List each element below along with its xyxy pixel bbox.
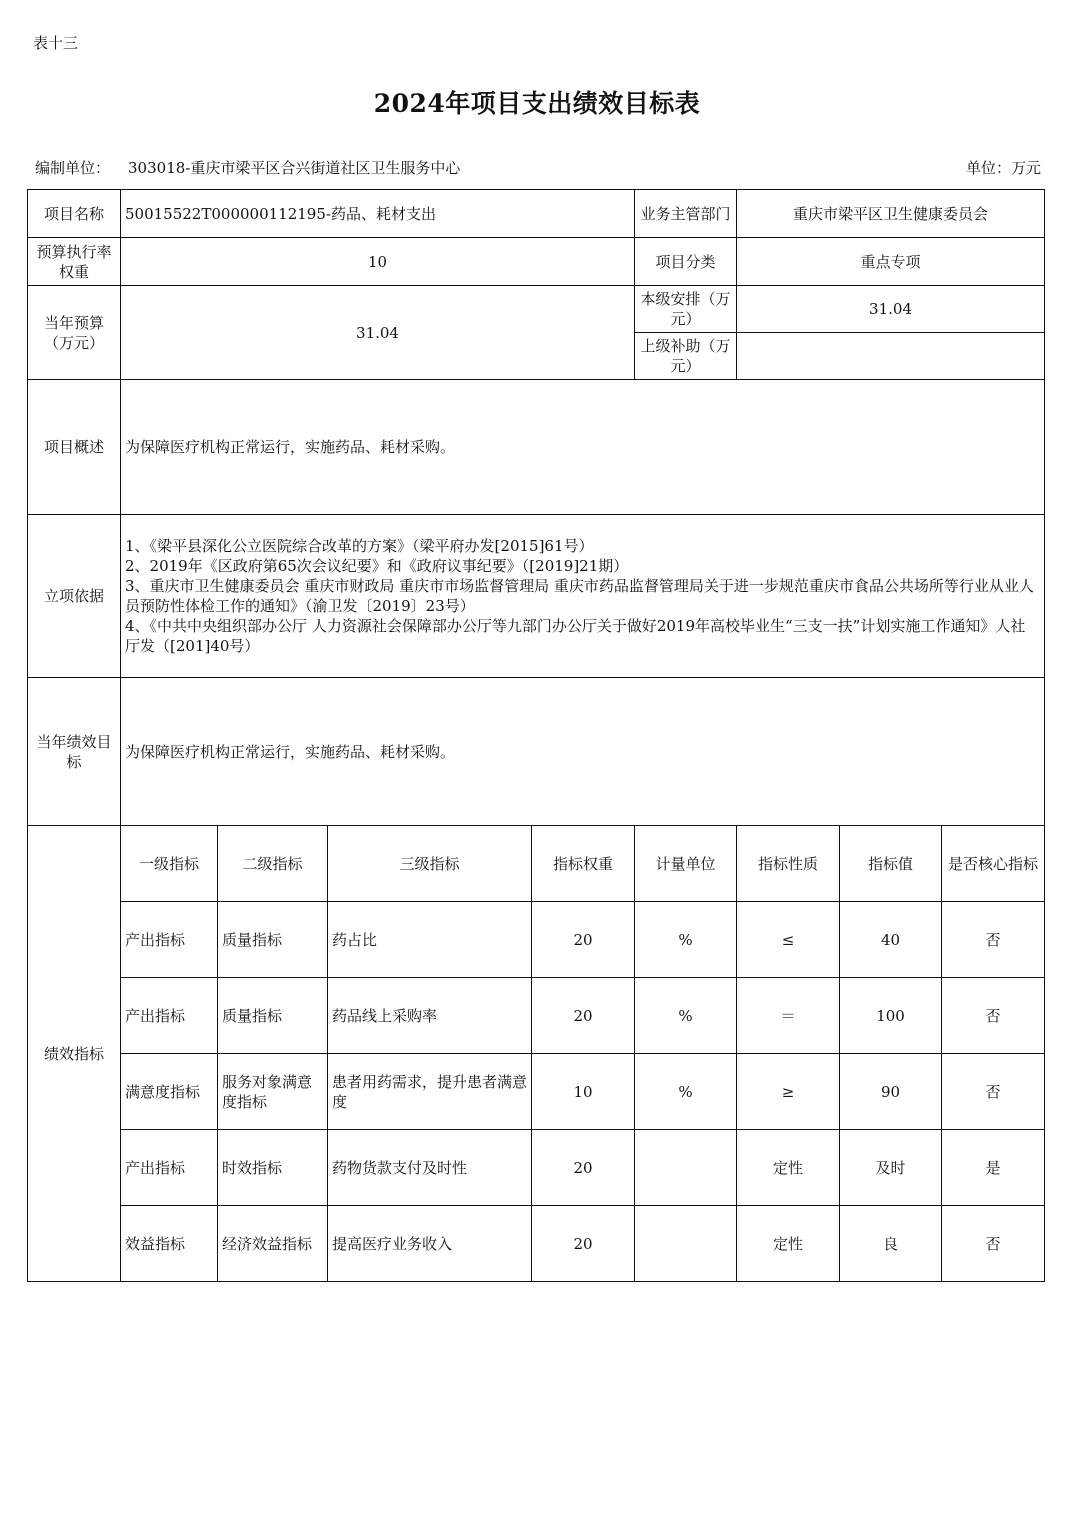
- level1-cell: 满意度指标: [121, 1054, 218, 1130]
- basis-text: [121, 515, 1045, 678]
- weight-cell: 10: [532, 1054, 635, 1130]
- preparing-unit-label: 编制单位：: [35, 159, 111, 177]
- col-header: 一级指标: [121, 826, 218, 902]
- nature-cell: 定性: [737, 1206, 840, 1282]
- table-row: [28, 1206, 1045, 1282]
- col-header: 指标值: [840, 826, 942, 902]
- overview-text: 为保障医疗机构正常运行，实施药品、耗材采购。: [121, 380, 1045, 515]
- value-cell: 及时: [840, 1130, 942, 1206]
- unit-cell: %: [635, 978, 737, 1054]
- unit-cell: %: [635, 1054, 737, 1130]
- level2-cell: 经济效益指标: [218, 1206, 328, 1282]
- local-value: 31.04: [737, 286, 1045, 333]
- level2-cell: 服务对象满意度指标: [218, 1054, 328, 1130]
- level1-cell: 产出指标: [121, 1130, 218, 1206]
- indicator-header-row: [28, 826, 1045, 902]
- value-cell: 40: [840, 902, 942, 978]
- nature-cell: ≥: [737, 1054, 840, 1130]
- category-label: 项目分类: [635, 238, 737, 286]
- rate-value: 10: [121, 238, 635, 286]
- table-row: [28, 1054, 1045, 1130]
- col-header: 指标权重: [532, 826, 635, 902]
- nature-cell: ≤: [737, 902, 840, 978]
- nature-cell: ＝: [737, 978, 840, 1054]
- basis-item: 4、《中共中央组织部办公厅 人力资源社会保障部办公厅等九部门办公厅关于做好2019年高校毕业生“三支一扶”计划实施工作通知》人社厅发（[201]40号）: [125, 617, 1026, 655]
- project-name-label: 项目名称: [28, 190, 121, 238]
- weight-cell: 20: [532, 978, 635, 1054]
- goal-row: [28, 678, 1045, 826]
- col-header: 计量单位: [635, 826, 737, 902]
- basis-row: [28, 515, 1045, 678]
- project-name: 50015522T000000112195-药品、耗材支出: [121, 190, 635, 238]
- level3-cell: 提高医疗业务收入: [328, 1206, 532, 1282]
- unit-cell: %: [635, 902, 737, 978]
- level1-cell: 产出指标: [121, 902, 218, 978]
- dept-name: 重庆市梁平区卫生健康委员会: [737, 190, 1045, 238]
- level2-cell: 质量指标: [218, 978, 328, 1054]
- rate-label: 预算执行率权重: [28, 238, 121, 286]
- value-cell: 良: [840, 1206, 942, 1282]
- budget-value: 31.04: [121, 286, 635, 380]
- overview-label: 项目概述: [28, 380, 121, 515]
- category-value: 重点专项: [737, 238, 1045, 286]
- local-label: 本级安排（万元）: [635, 286, 737, 333]
- col-header: 二级指标: [218, 826, 328, 902]
- col-header: 指标性质: [737, 826, 840, 902]
- basis-item: 3、重庆市卫生健康委员会 重庆市财政局 重庆市市场监督管理局 重庆市药品监督管理局关于进一步规范重庆市食品公共场所等行业从业人员预防性体检工作的通知》（渝卫发〔2019〕23号）: [125, 577, 1034, 615]
- level3-cell: 药占比: [328, 902, 532, 978]
- budget-label: 当年预算（万元）: [28, 286, 121, 380]
- preparing-unit: [35, 157, 460, 178]
- col-header: 三级指标: [328, 826, 532, 902]
- overview-row: [28, 380, 1045, 515]
- level3-cell: 患者用药需求，提升患者满意度: [328, 1054, 532, 1130]
- basis-item: 1、《梁平县深化公立医院综合改革的方案》（梁平府办发[2015]61号）: [125, 537, 594, 555]
- table-row: [28, 902, 1045, 978]
- indicators-label: 绩效指标: [28, 826, 121, 1282]
- page-title: 2024年项目支出绩效目标表: [373, 89, 701, 118]
- project-name-row: [28, 190, 1045, 238]
- goal-label: 当年绩效目标: [28, 678, 121, 826]
- basis-item: 2、2019年《区政府第65次会议纪要》和《政府议事纪要》（[2019]21期）: [125, 557, 629, 575]
- table-row: [28, 1130, 1045, 1206]
- rate-row: [28, 238, 1045, 286]
- unit-cell: [635, 1206, 737, 1282]
- weight-cell: 20: [532, 902, 635, 978]
- weight-cell: 20: [532, 1206, 635, 1282]
- basis-label: 立项依据: [28, 515, 121, 678]
- nature-cell: 定性: [737, 1130, 840, 1206]
- core-cell: 否: [942, 902, 1045, 978]
- col-header: 是否核心指标: [942, 826, 1045, 902]
- dept-label: 业务主管部门: [635, 190, 737, 238]
- table-number: 表十三: [33, 34, 79, 52]
- core-cell: 否: [942, 1206, 1045, 1282]
- budget-row-1: [28, 286, 1045, 333]
- level2-cell: 时效指标: [218, 1130, 328, 1206]
- level3-cell: 药物货款支付及时性: [328, 1130, 532, 1206]
- level3-cell: 药品线上采购率: [328, 978, 532, 1054]
- core-cell: 否: [942, 1054, 1045, 1130]
- level1-cell: 产出指标: [121, 978, 218, 1054]
- value-cell: 100: [840, 978, 942, 1054]
- upper-label: 上级补助（万元）: [635, 333, 737, 380]
- preparing-unit-name: 303018-重庆市梁平区合兴街道社区卫生服务中心: [128, 159, 461, 177]
- table-row: [28, 978, 1045, 1054]
- weight-cell: 20: [532, 1130, 635, 1206]
- unit-cell: [635, 1130, 737, 1206]
- core-cell: 否: [942, 978, 1045, 1054]
- currency-unit: 单位：万元: [965, 159, 1041, 177]
- value-cell: 90: [840, 1054, 942, 1130]
- upper-value: [737, 333, 1045, 380]
- level1-cell: 效益指标: [121, 1206, 218, 1282]
- core-cell: 是: [942, 1130, 1045, 1206]
- performance-target-table: [27, 189, 1045, 1282]
- level2-cell: 质量指标: [218, 902, 328, 978]
- goal-text: 为保障医疗机构正常运行，实施药品、耗材采购。: [121, 678, 1045, 826]
